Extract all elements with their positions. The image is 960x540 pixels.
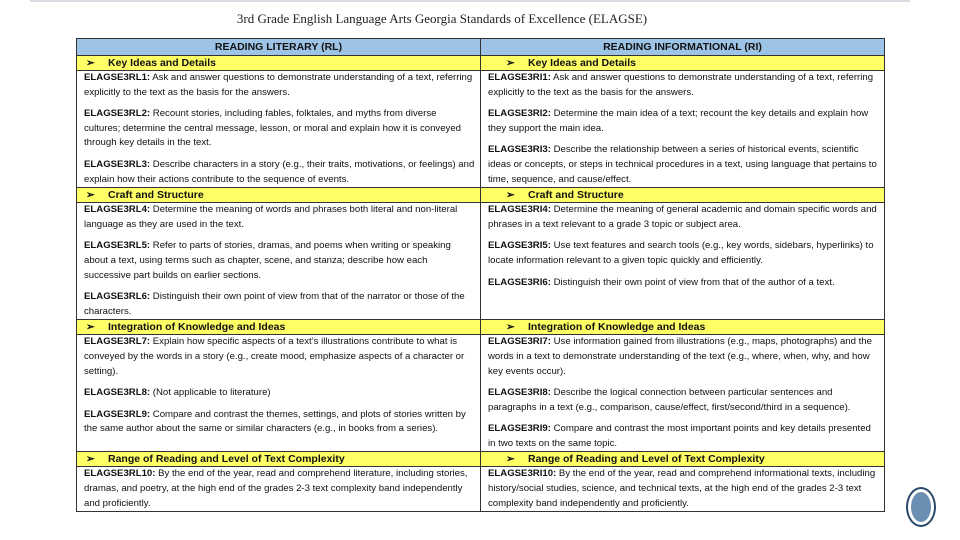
column-header-literary: READING LITERARY (RL) [77,39,481,56]
literary-standards-cell [77,71,481,188]
standard-code: ELAGSE3RL7: [84,336,151,348]
standard-code: ELAGSE3RI9: [488,423,551,435]
section-title: Key Ideas and Details [528,57,636,69]
standard-item [488,386,879,415]
informational-standards-cell [481,203,885,320]
arrowhead-bullet-icon: ➢ [506,321,515,334]
section-header-cell [481,188,885,203]
section-title: Key Ideas and Details [108,57,216,69]
standard-code: ELAGSE3RL8: [84,387,151,399]
standard-code: ELAGSE3RI3: [488,144,551,156]
standard-code: ELAGSE3RI1: [488,72,551,83]
standards-body [77,56,885,512]
section-header-cell [77,452,481,467]
standard-text: Describe the relationship between a series of historical events, scientific ideas or concepts, or steps in technical procedures in a text, using language that pertains to time, sequence, and cause/effect. [488,144,877,185]
literary-standards-cell [77,335,481,452]
arrowhead-bullet-icon: ➢ [506,57,515,69]
standard-item [84,386,475,401]
section-header-cell [481,452,885,467]
standard-text: Explain how specific aspects of a text’s illustrations contribute to what is conveyed by the words in a story (e.g., create mood, emphasize aspects of a character or setting). [84,336,465,377]
section-title: Range of Reading and Level of Text Complexity [528,453,765,466]
standard-code: ELAGSE3RL6: [84,291,151,303]
standard-item [84,107,475,151]
section-title: Integration of Knowledge and Ideas [108,321,286,334]
standard-item [84,335,475,379]
section-title: Craft and Structure [528,189,624,202]
standard-item [488,143,879,187]
page-title: 3rd Grade English Language Arts Georgia Standards of Excellence (ELAGSE) [236,11,648,26]
standard-item [488,335,879,379]
standard-code: ELAGSE3RI6: [488,276,551,288]
arrowhead-bullet-icon: ➢ [506,453,515,466]
standard-text: Refer to parts of stories, dramas, and poems when writing or speaking about a text, using terms such as chapter, scene, and stanza; describe how each successive part builds on earlier sections. [84,240,451,281]
section-content-row [77,71,885,188]
section-header-cell [481,320,885,335]
section-header-row [77,452,885,467]
standard-item [84,71,475,100]
standard-item [84,467,475,511]
informational-standards-cell [481,467,885,512]
informational-standards-cell [481,71,885,188]
section-title: Range of Reading and Level of Text Complexity [108,453,345,466]
standard-text: Ask and answer questions to demonstrate understanding of a text, referring explicitly to the text as the basis for the answers. [488,72,874,98]
standard-item [84,290,475,319]
column-header-informational: READING INFORMATIONAL (RI) [481,39,885,56]
standard-code: ELAGSE3RI5: [488,240,551,252]
section-header-cell [77,56,481,71]
standard-text: (Not applicable to literature) [150,387,271,399]
arrowhead-bullet-icon: ➢ [86,453,95,466]
standard-item [488,239,879,268]
standard-code: ELAGSE3RI2: [488,108,551,120]
standard-text: Ask and answer questions to demonstrate understanding of a text, referring explicitly to the text as the basis for the answers. [84,72,473,98]
section-title: Integration of Knowledge and Ideas [528,321,706,334]
standard-text: By the end of the year, read and comprehend literature, including stories, dramas, and poetry, at the high end of the grades 2-3 text complexity band independently and proficiently. [84,468,468,509]
informational-standards-cell [481,335,885,452]
standard-code: ELAGSE3RI4: [488,204,551,216]
arrowhead-bullet-icon: ➢ [506,189,515,202]
standard-code: ELAGSE3RL2: [84,108,151,120]
standard-text: Describe characters in a story (e.g., their traits, motivations, or feelings) and explain how their actions contribute to the sequence of events. [84,158,475,185]
standards-table [76,38,885,512]
standard-code: ELAGSE3RI8: [488,387,551,399]
arrowhead-bullet-icon: ➢ [86,57,95,69]
section-header-cell [77,320,481,335]
standard-item [84,408,475,437]
standard-code: ELAGSE3RI7: [488,336,551,348]
standard-text: Determine the meaning of words and phrases both literal and non-literal language as they are used in the text. [84,204,458,230]
standard-item [488,107,879,136]
section-header-row [77,320,885,335]
section-header-cell [481,56,885,71]
literary-standards-cell [77,203,481,320]
section-header-row [77,188,885,203]
section-content-row [77,467,885,512]
section-header-row [77,56,885,71]
standard-code: ELAGSE3RL9: [84,408,151,420]
section-title: Craft and Structure [108,189,204,202]
standard-text: Recount stories, including fables, folktales, and myths from diverse cultures; determine the central message, lesson, or moral and explain how it is conveyed through key details in the text. [84,108,462,149]
arrowhead-bullet-icon: ➢ [86,189,95,202]
standard-code: ELAGSE3RL10: [84,468,156,480]
standard-text: By the end of the year, read and comprehend informational texts, including history/social studies, science, and technical texts, at the high end of the grades 2-3 text complexity band independently and proficiently. [488,468,876,509]
standard-item [84,239,475,283]
top-divider [30,0,910,2]
standard-text: Describe the logical connection between particular sentences and paragraphs in a text (e.g., comparison, cause/effect, first/second/third in a sequence). [488,387,851,413]
standard-item [84,158,475,187]
page-badge-icon [906,487,936,527]
standard-text: Distinguish their own point of view from that of the author of a text. [550,276,835,288]
standard-text: Compare and contrast the themes, settings, and plots of stories written by the same author about the same or similar characters (e.g., in books from a series). [84,408,466,435]
standard-text: Compare and contrast the most important points and key details presented in two texts on the same topic. [488,423,871,449]
standard-text: Determine the main idea of a text; recount the key details and explain how they support the main idea. [488,108,869,134]
section-content-row [77,335,885,452]
standard-code: ELAGSE3RL3: [84,158,151,170]
standard-text: Distinguish their own point of view from that of the narrator or those of the characters. [84,291,465,317]
standard-item [488,203,879,232]
standard-code: ELAGSE3RL1: [84,72,151,83]
section-header-cell [77,188,481,203]
standard-code: ELAGSE3RI10: [488,468,557,480]
standard-code: ELAGSE3RL5: [84,240,151,252]
standard-text: Determine the meaning of general academic and domain specific words and phrases in a text relevant to a grade 3 topic or subject area. [488,204,877,230]
standard-code: ELAGSE3RL4: [84,204,151,216]
standard-item [488,71,879,100]
standard-item [488,276,879,291]
section-content-row [77,203,885,320]
standard-text: Use text features and search tools (e.g., key words, sidebars, hyperlinks) to locate information relevant to a given topic quickly and efficiently. [488,240,874,266]
standard-item [84,203,475,232]
standard-item [488,467,879,511]
standard-text: Use information gained from illustrations (e.g., maps, photographs) and the words in a text to demonstrate understanding of the text (e.g., where, when, why, and how key events occur). [488,336,872,377]
standard-item [488,422,879,451]
arrowhead-bullet-icon: ➢ [86,321,95,334]
literary-standards-cell [77,467,481,512]
